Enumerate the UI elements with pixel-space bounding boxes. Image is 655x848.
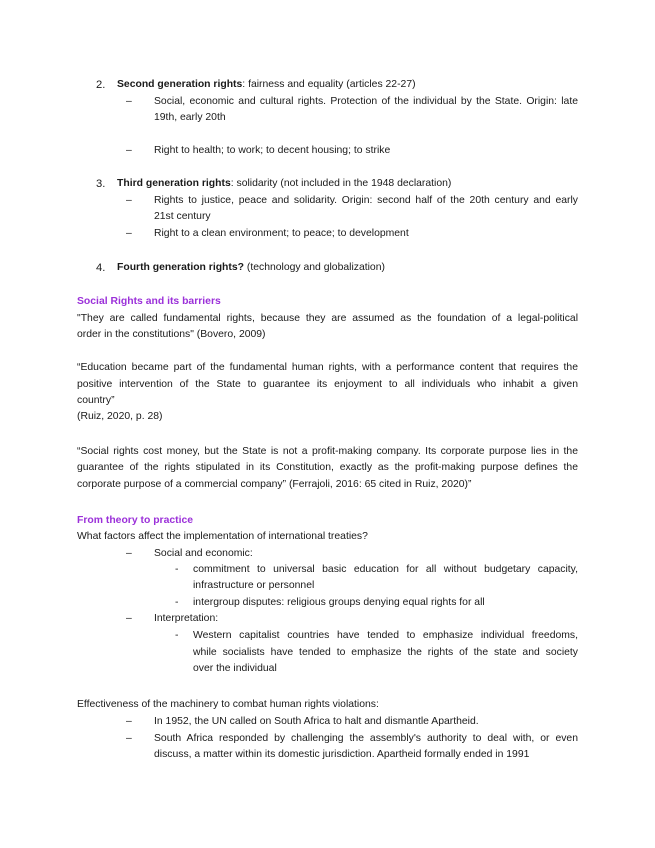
- list-item-second-generation: [117, 79, 416, 91]
- text-line: discuss, a matter within its domestic jurisdiction. Apartheid formally ended in 1991: [154, 749, 530, 760]
- bullet-dash: –: [126, 548, 132, 559]
- bullet-dash: –: [126, 716, 132, 727]
- list-item-fourth-generation: [117, 262, 385, 274]
- list-item-third-generation: [117, 178, 451, 190]
- quote-line: positive intervention of the State to guarantee its enjoyment to all individuals who inhabit a given: [77, 379, 578, 390]
- text-line: Social and economic:: [154, 548, 253, 559]
- list-item-title: Third generation rights: [117, 178, 231, 189]
- list-number-2: 2.: [96, 79, 106, 91]
- section-heading-theory-practice: From theory to practice: [77, 515, 194, 526]
- citation-line: (Ruiz, 2020, p. 28): [77, 411, 163, 422]
- quote-line: “Social rights cost money, but the State is not a profit-making company. Its corporate purpose lies in the: [77, 446, 578, 457]
- text-line: Social, economic and cultural rights. Protection of the individual by the State. Origin: late: [154, 96, 578, 107]
- text-line: intergroup disputes: religious groups denying equal rights for all: [193, 597, 485, 608]
- text-line: infrastructure or personnel: [193, 580, 315, 591]
- quote-line: corporate purpose of a commercial company” (Ferrajoli, 2016: 65 cited in Ruiz, 2020)”: [77, 479, 472, 490]
- bullet-dash: –: [126, 228, 132, 239]
- list-item-title: Fourth generation rights?: [117, 262, 244, 273]
- bullet-dash: –: [126, 96, 132, 107]
- text-line: while socialists have tended to emphasize the rights of the state and society: [193, 647, 578, 658]
- list-item-title: Second generation rights: [117, 79, 243, 90]
- quote-line: guarantee of the rights stipulated in its Constitution, exactly as the profit-making purpose defines the: [77, 462, 578, 473]
- bullet-dash: –: [126, 195, 132, 206]
- text-line: Western capitalist countries have tended to emphasize individual freedoms,: [193, 630, 578, 641]
- sub-bullet-dash: -: [175, 630, 179, 641]
- quote-line: country”: [77, 395, 115, 406]
- list-item-text: (technology and globalization): [244, 262, 385, 273]
- quote-line: “Education became part of the fundamental human rights, with a performance content that requires the: [77, 362, 578, 373]
- quote-line: "They are called fundamental rights, because they are assumed as the foundation of a legal-political: [77, 313, 578, 324]
- bullet-dash: –: [126, 613, 132, 624]
- section-heading-social-rights: Social Rights and its barriers: [77, 296, 221, 307]
- text-line: Right to health; to work; to decent housing; to strike: [154, 145, 391, 156]
- text-line: South Africa responded by challenging the assembly's authority to deal with, or even: [154, 733, 578, 744]
- text-line: commitment to universal basic education for all without budgetary capacity,: [193, 564, 578, 575]
- list-item-text: : fairness and equality (articles 22-27): [242, 79, 416, 90]
- bullet-dash: –: [126, 733, 132, 744]
- text-line: Right to a clean environment; to peace; to development: [154, 228, 409, 239]
- text-line: Interpretation:: [154, 613, 219, 624]
- text-line: 21st century: [154, 211, 211, 222]
- list-number-4: 4.: [96, 262, 106, 274]
- paragraph-line: Effectiveness of the machinery to combat human rights violations:: [77, 699, 379, 710]
- text-line: over the individual: [193, 663, 277, 674]
- sub-bullet-dash: -: [175, 564, 179, 575]
- list-number-3: 3.: [96, 178, 106, 190]
- bullet-dash: –: [126, 145, 132, 156]
- text-line: Rights to justice, peace and solidarity. Origin: second half of the 20th century and early: [154, 195, 578, 206]
- sub-bullet-dash: -: [175, 597, 179, 608]
- quote-line: order in the constitutions" (Bovero, 2009): [77, 329, 266, 340]
- question-line: What factors affect the implementation of international treaties?: [77, 531, 368, 542]
- list-item-text: : solidarity (not included in the 1948 declaration): [230, 178, 452, 189]
- text-line: In 1952, the UN called on South Africa to halt and dismantle Apartheid.: [154, 716, 479, 727]
- text-line: 19th, early 20th: [154, 112, 226, 123]
